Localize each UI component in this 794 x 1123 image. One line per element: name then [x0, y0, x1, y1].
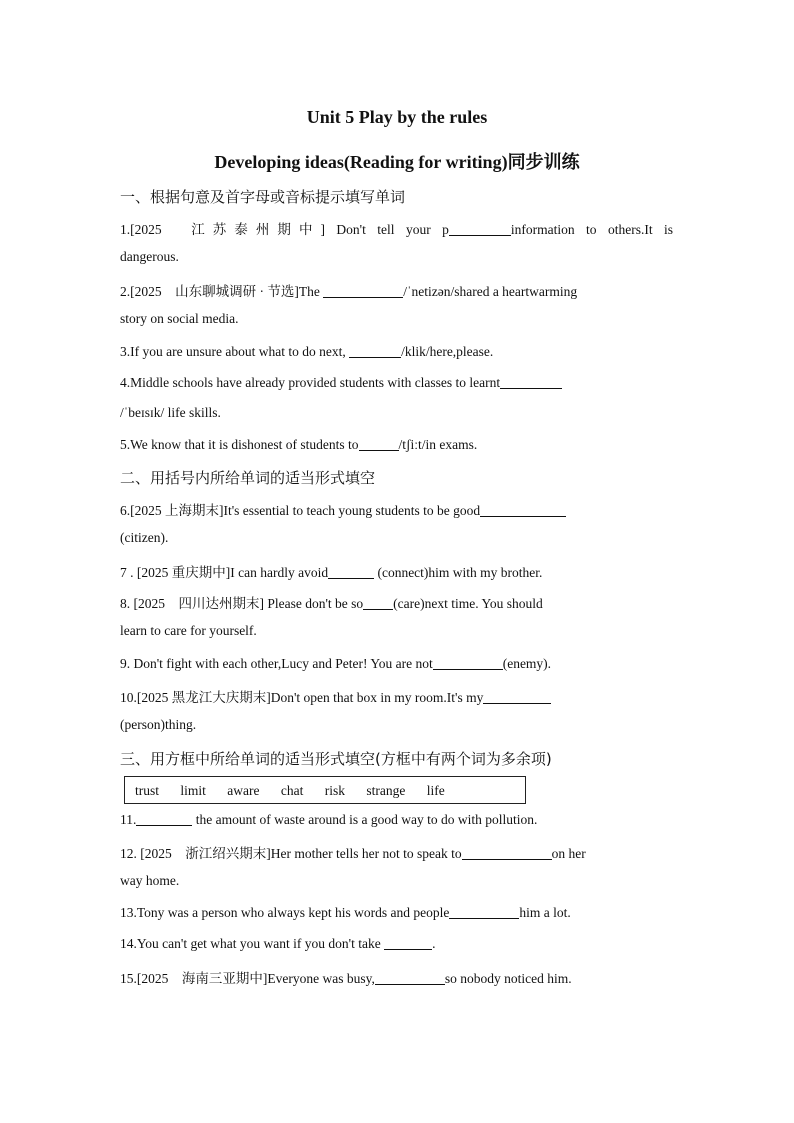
answer-blank[interactable] [349, 343, 401, 358]
word-box-item: strange [366, 783, 406, 798]
question-2: 2.[2025 山东聊城调研 · 节选]The /ˈnetizən/shared a heartwarming [120, 284, 578, 299]
word-box-item: life [426, 783, 445, 798]
question-6: 6.[2025 上海期末]It's essential to teach young students to be good [120, 499, 673, 519]
answer-blank[interactable] [375, 970, 445, 985]
answer-blank[interactable] [483, 689, 551, 704]
answer-blank[interactable] [384, 935, 432, 950]
word-box-item: aware [227, 783, 260, 798]
question-2-cont: story on social media. [120, 311, 239, 326]
answer-blank[interactable] [323, 283, 403, 298]
page-subtitle: Developing ideas(Reading for writing)同步训练 [214, 152, 580, 172]
word-box [124, 776, 526, 804]
word-box-item: chat [280, 783, 304, 798]
word-box-item: risk [324, 783, 346, 798]
question-6-cont: (citizen). [120, 530, 169, 545]
question-10: 10.[2025 黑龙江大庆期末]Don't open that box in my room.It's my [120, 686, 673, 706]
answer-blank[interactable] [462, 845, 552, 860]
answer-blank[interactable] [500, 374, 562, 389]
question-7: 7 . [2025 重庆期中]I can hardly avoid (connect)him with my brother. [120, 565, 543, 580]
question-11: 11. the amount of waste around is a good way to do with pollution. [120, 812, 538, 827]
section-heading-1: 一、根据句意及首字母或音标提示填写单词 [120, 188, 406, 206]
question-4: 4.Middle schools have already provided students with classes to learnt [120, 374, 673, 391]
answer-blank[interactable] [449, 221, 511, 236]
question-8-cont: learn to care for yourself. [120, 623, 257, 638]
answer-blank[interactable] [363, 595, 393, 610]
question-3: 3.If you are unsure about what to do next, /klik/here,please. [120, 344, 494, 359]
question-12-cont: way home. [120, 873, 180, 888]
section-heading-2: 二、用括号内所给单词的适当形式填空 [120, 469, 376, 487]
answer-blank[interactable] [328, 564, 374, 579]
question-13: 13.Tony was a person who always kept his words and people him a lot. [120, 905, 571, 920]
question-8: 8. [2025 四川达州期末] Please don't be so (care)next time. You should [120, 596, 543, 611]
answer-blank[interactable] [449, 904, 519, 919]
question-9: 9. Don't fight with each other,Lucy and Peter! You are not (enemy). [120, 656, 552, 671]
question-4-cont: /ˈbeɪsɪk/ life skills. [120, 405, 221, 420]
answer-blank[interactable] [136, 811, 192, 826]
question-12: 12. [2025 浙江绍兴期末]Her mother tells her not to speak to on her [120, 846, 586, 861]
question-10-cont: (person)thing. [120, 717, 197, 732]
answer-blank[interactable] [433, 655, 503, 670]
section-heading-3: 三、用方框中所给单词的适当形式填空(方框中有两个词为多余项) [120, 750, 552, 768]
question-15: 15.[2025 海南三亚期中]Everyone was busy, so nobody noticed him. [120, 971, 572, 986]
question-5: 5.We know that it is dishonest of students to /tʃiːt/in exams. [120, 437, 478, 452]
word-box-item: trust [135, 783, 160, 798]
word-box-item: limit [180, 783, 206, 798]
answer-blank[interactable] [359, 436, 399, 451]
question-1-cont: dangerous. [120, 249, 179, 264]
question-14: 14.You can't get what you want if you don't take . [120, 936, 436, 951]
answer-blank[interactable] [480, 502, 566, 517]
page-title: Unit 5 Play by the rules [306, 107, 488, 127]
question-1: 1.[2025 江苏泰州期中] Don't tell your p information to others.It is [120, 222, 673, 237]
